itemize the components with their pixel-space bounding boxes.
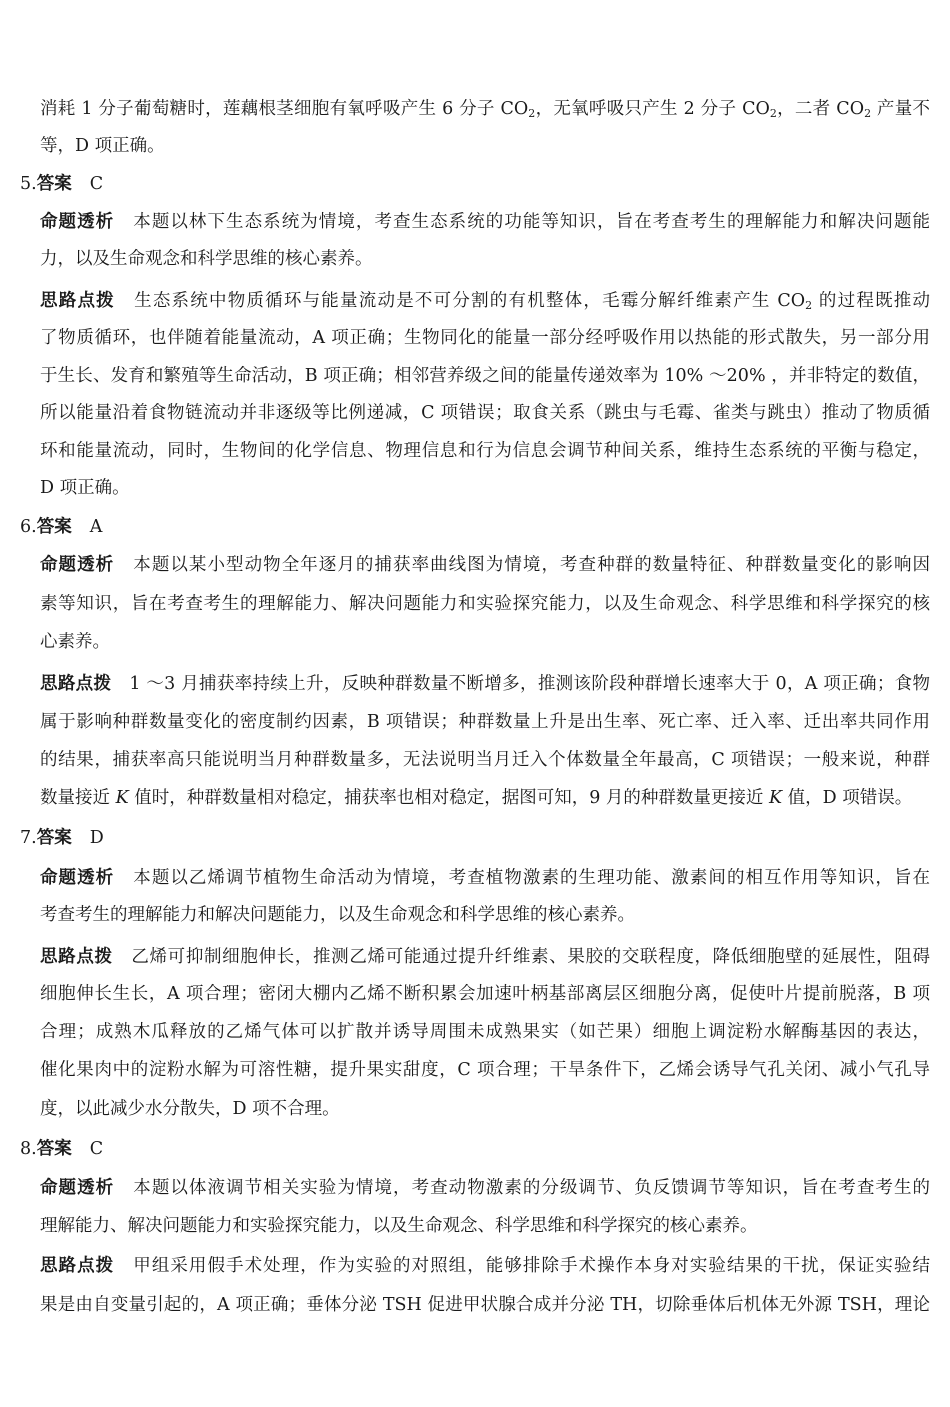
question-number: 7. [20,828,37,848]
text-run: 等，D 项正确。 [40,136,165,156]
analysis-line [40,289,930,313]
analysis-line [40,710,930,734]
intent-line [40,1176,930,1200]
k-symbol: K [768,788,783,808]
text-run: 力，以及生命观念和科学思维的核心素养。 [40,249,373,269]
intent-line [40,210,930,234]
intent-line [40,630,930,654]
analysis-line [40,401,930,425]
text-run: 果是由自变量引起的，A 项正确；垂体分泌 TSH 促进甲状腺合成并分泌 TH，切除垂体后机体无外源 TSH，理论 [40,1295,930,1315]
question-8-answer [20,1137,910,1161]
text-run: 的过程既推动 [812,291,930,311]
intent-line [40,592,930,616]
text-run: 1 ～3 月捕获率持续上升，反映种群数量不断增多，推测该阶段种群增长速率大于 0，A 项正确；食物 [129,674,930,694]
text-run: 合理；成熟木瓜释放的乙烯气体可以扩散并诱导周围未成熟果实（如芒果）细胞上调淀粉水解酶基因的表达， [40,1022,930,1042]
analysis-line [40,476,930,500]
intent-label: 命题透析 [40,868,115,888]
analysis-line [40,748,930,772]
text-run: 细胞伸长生长，A 项合理；密闭大棚内乙烯不断积累会加速叶柄基部离层区细胞分离，促使叶片提前脱落，B 项 [40,984,930,1004]
analysis-line [40,672,930,696]
answer-label: 答案 [36,828,72,848]
text-run: 产量不 [871,99,930,119]
analysis-label: 思路点拨 [40,291,115,311]
intent-line [40,1214,930,1238]
intent-line [40,553,930,577]
analysis-line [40,1097,930,1121]
subscript: 2 [805,299,813,312]
answer-value: C [89,1139,104,1159]
answer-label: 答案 [36,174,72,194]
question-5-answer [20,172,910,196]
analysis-line [40,364,930,388]
text-run: 甲组采用假手术处理，作为实验的对照组，能够排除手术操作本身对实验结果的干扰，保证实验结 [132,1256,930,1276]
answer-value: D [89,828,104,848]
answer-label: 答案 [36,517,72,537]
analysis-line [40,326,930,350]
text-run: 消耗 1 分子葡萄糖时，莲藕根茎细胞有氧呼吸产生 6 分子 CO [40,99,529,119]
text-run: 本题以林下生态系统为情境，考查生态系统的功能等知识，旨在考查考生的理解能力和解决问题能 [132,212,930,232]
answer-value: C [89,174,104,194]
text-run: 值，D 项错误。 [782,788,913,808]
analysis-line [40,945,930,969]
analysis-line [40,1293,930,1317]
text-run: ，无氧呼吸只产生 2 分子 CO [535,99,770,119]
intent-line [40,903,930,927]
text-run: 环和能量流动，同时，生物间的化学信息、物理信息和行为信息会调节种间关系，维持生态系统的平衡与稳定， [40,441,930,461]
subscript: 2 [528,107,536,120]
intent-line [40,866,930,890]
subscript: 2 [769,107,777,120]
text-run: 乙烯可抑制细胞伸长，推测乙烯可能通过提升纤维素、果胶的交联程度，降低细胞壁的延展性，阻碍 [130,947,930,967]
analysis-label: 思路点拨 [40,1256,115,1276]
text-run: 度，以此减少水分散失，D 项不合理。 [40,1099,340,1119]
text-run: ，二者 CO [776,99,865,119]
subscript: 2 [864,107,872,120]
analysis-line [40,1254,930,1278]
question-number: 5. [20,174,37,194]
text-run: 了物质循环，也伴随着能量流动，A 项正确；生物同化的能量一部分经呼吸作用以热能的形式散失，另一部分用 [40,328,930,348]
analysis-label: 思路点拨 [40,947,113,967]
intent-label: 命题透析 [40,212,115,232]
text-run: D 项正确。 [40,478,130,498]
answer-label: 答案 [36,1139,72,1159]
analysis-line [40,1020,930,1044]
analysis-label: 思路点拨 [40,674,112,694]
intent-label: 命题透析 [40,555,115,575]
text-run: 心素养。 [40,632,110,652]
text-run: 本题以体液调节相关实验为情境，考查动物激素的分级调节、负反馈调节等知识，旨在考查考生的 [132,1178,930,1198]
k-symbol: K [115,788,129,808]
text-run: 本题以某小型动物全年逐月的捕获率曲线图为情境，考查种群的数量特征、种群数量变化的影响因 [132,555,930,575]
analysis-line [40,786,930,810]
question-6-answer [20,515,910,539]
question-number: 8. [20,1139,37,1159]
text-run: 考查考生的理解能力和解决问题能力，以及生命观念和科学思维的核心素养。 [40,905,635,925]
text-run: 值时，种群数量相对稳定，捕获率也相对稳定，据图可知，9 月的种群数量更接近 [128,788,769,808]
text-run: 属于影响种群数量变化的密度制约因素，B 项错误；种群数量上升是出生率、死亡率、迁入率、迁出率共同作用 [40,712,930,732]
text-run: 的结果，捕获率高只能说明当月种群数量多，无法说明当月迁入个体数量全年最高，C 项错误；一般来说，种群 [40,750,930,770]
paragraph-line [40,134,930,158]
text-run: 催化果肉中的淀粉水解为可溶性糖，提升果实甜度，C 项合理；干旱条件下，乙烯会诱导气孔关闭、减小气孔导 [40,1060,930,1080]
question-7-answer [20,826,910,850]
analysis-line [40,439,930,463]
answer-value: A [89,517,103,537]
text-run: 所以能量沿着食物链流动并非逐级等比例递减，C 项错误；取食关系（跳虫与毛霉、雀类与跳虫）推动了物质循 [40,403,930,423]
question-number: 6. [20,517,37,537]
intent-label: 命题透析 [40,1178,115,1198]
text-run: 理解能力、解决问题能力和实验探究能力，以及生命观念、科学思维和科学探究的核心素养。 [40,1216,758,1236]
analysis-line [40,1058,930,1082]
intent-line [40,247,930,271]
text-run: 生态系统中物质循环与能量流动是不可分割的有机整体，毛霉分解纤维素产生 CO [132,291,806,311]
text-run: 数量接近 [40,788,116,808]
text-run: 本题以乙烯调节植物生命活动为情境，考查植物激素的生理功能、激素间的相互作用等知识，旨在 [132,868,930,888]
analysis-line [40,982,930,1006]
text-run: 素等知识，旨在考查考生的理解能力、解决问题能力和实验探究能力，以及生命观念、科学思维和科学探究的核 [40,594,930,614]
paragraph-line [40,97,930,121]
text-run: 于生长、发育和繁殖等生命活动，B 项正确；相邻营养级之间的能量传递效率为 10% ～20% ，并非特定的数值， [40,366,930,386]
